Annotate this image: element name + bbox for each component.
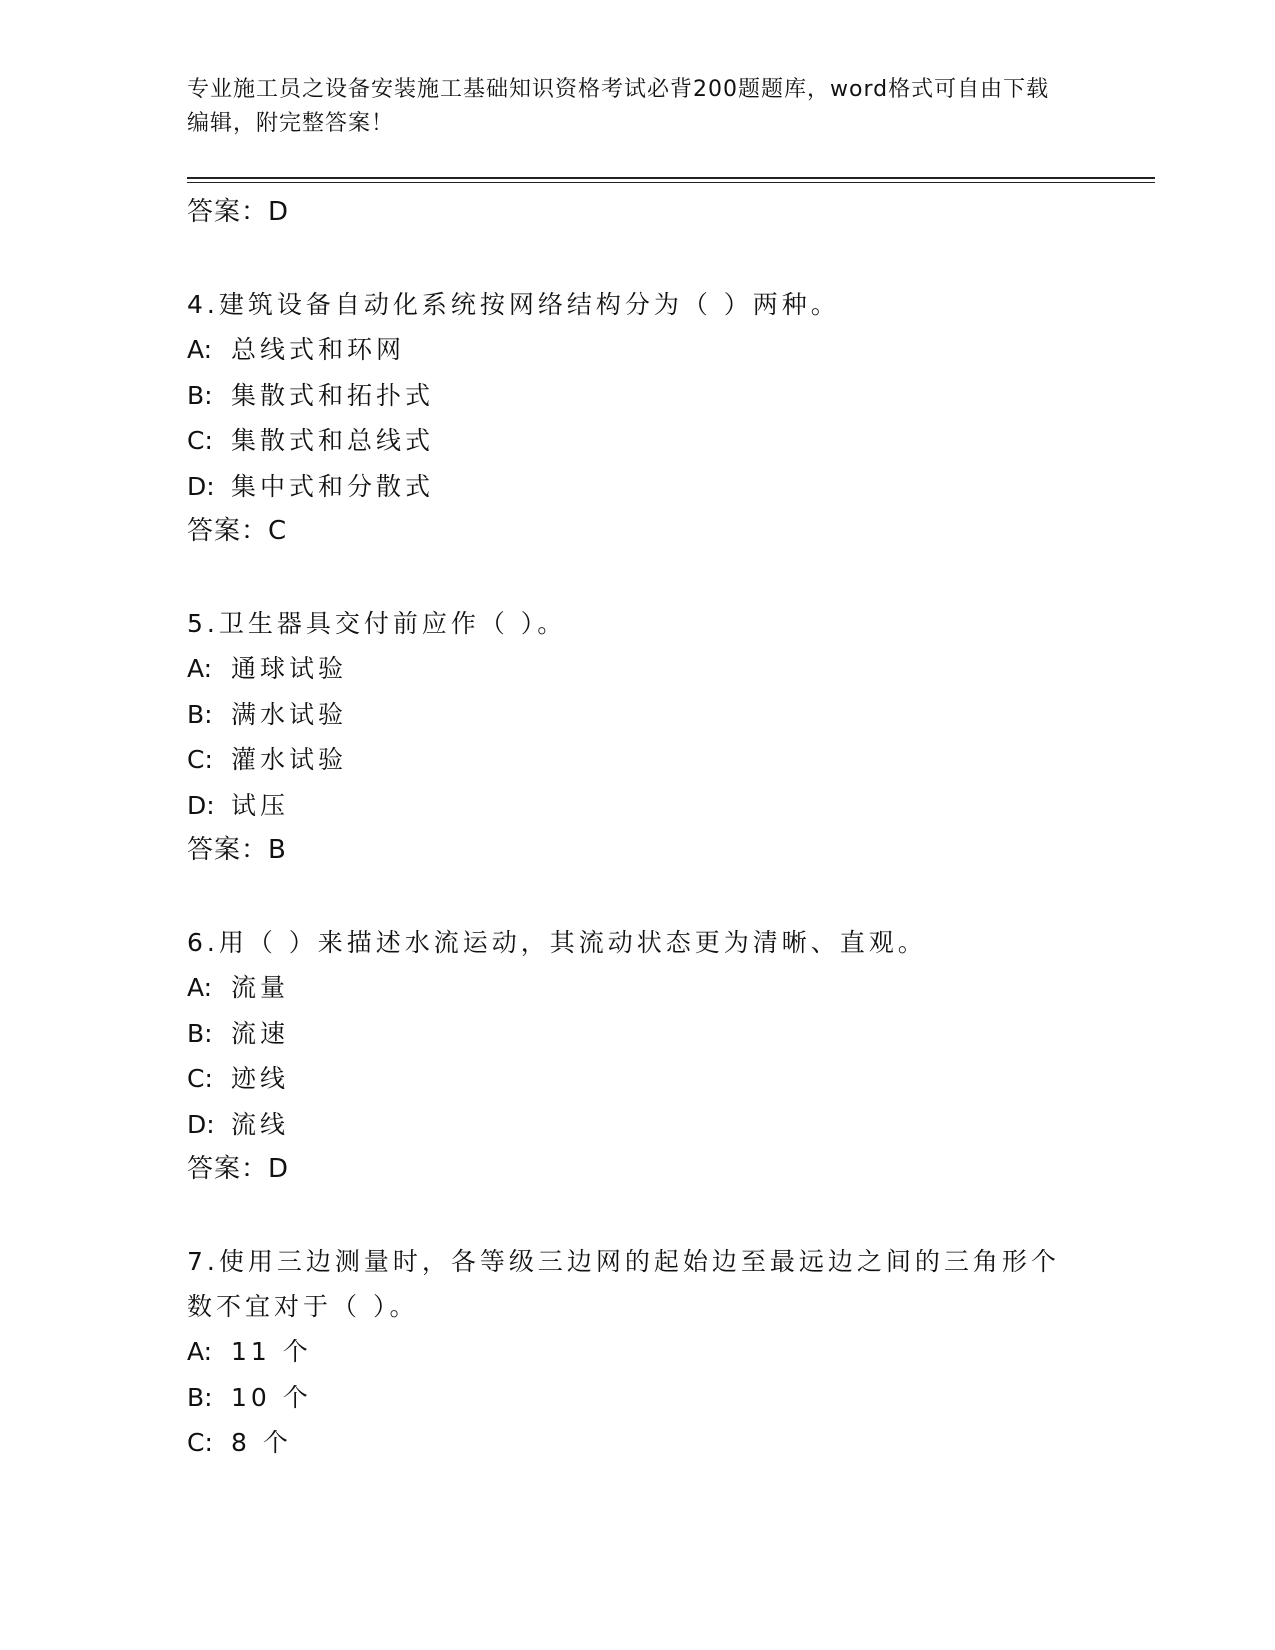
question-gap [187, 234, 1087, 282]
option-letter: B: [187, 699, 213, 729]
option-text: 通球试验 [231, 654, 348, 683]
question-stem: 5.卫生器具交付前应作（ ）。 [187, 609, 567, 638]
document-header-title: 专业施工员之设备安装施工基础知识资格考试必背200题题库，word格式可自由下载编辑，附完整答案！ [187, 77, 1050, 136]
option-a [187, 1329, 1087, 1375]
option-a [187, 327, 1087, 373]
option-letter: D: [187, 471, 215, 501]
question-gap [187, 1191, 1087, 1239]
question-block [187, 601, 1087, 872]
option-letter: B: [187, 380, 213, 410]
option-letter: C: [187, 426, 213, 455]
option-b [187, 373, 1087, 419]
option-c [187, 737, 1087, 783]
option-d [187, 1102, 1087, 1148]
question-block [187, 282, 1087, 553]
question-list [187, 190, 1087, 1466]
option-letter: A: [187, 335, 213, 364]
option-text: 集散式和总线式 [231, 426, 435, 455]
header-rule-thin [187, 182, 1155, 183]
option-c [187, 1420, 1087, 1466]
option-b [187, 1011, 1087, 1057]
option-text: 8 个 [231, 1428, 292, 1457]
option-letter: B: [187, 1018, 213, 1048]
option-letter: C: [187, 1064, 213, 1093]
option-text: 灌水试验 [231, 745, 348, 774]
question-block [187, 920, 1087, 1191]
option-text: 试压 [231, 790, 290, 820]
question-gap [187, 872, 1087, 920]
question-block [187, 1239, 1087, 1466]
question-stem: 7.使用三边测量时，各等级三边网的起始边至最远边之间的三角形个数不宜对于（ ）。 [187, 1247, 1060, 1321]
option-c [187, 1056, 1087, 1102]
question-stem: 4.建筑设备自动化系统按网络结构分为（ ）两种。 [187, 290, 840, 319]
option-text: 10 个 [231, 1382, 312, 1412]
option-letter: A: [187, 1337, 213, 1366]
header-rule-thick [187, 177, 1155, 179]
option-c [187, 418, 1087, 464]
option-b [187, 1375, 1087, 1421]
answer-line: 答案：D [187, 1154, 290, 1184]
option-letter: C: [187, 1428, 213, 1457]
answer-line: 答案：B [187, 835, 287, 865]
option-a [187, 965, 1087, 1011]
option-letter: C: [187, 745, 213, 774]
option-text: 流量 [231, 973, 290, 1002]
option-d [187, 464, 1087, 510]
option-a [187, 646, 1087, 692]
question-gap [187, 553, 1087, 601]
option-text: 11 个 [231, 1337, 312, 1366]
option-letter: A: [187, 654, 213, 683]
option-letter: B: [187, 1382, 213, 1412]
option-letter: D: [187, 790, 215, 820]
answer-line: 答案：D [187, 197, 290, 227]
option-text: 总线式和环网 [231, 335, 406, 364]
option-b [187, 692, 1087, 738]
answer-line: 答案：C [187, 516, 288, 546]
option-letter: A: [187, 973, 213, 1002]
option-text: 集中式和分散式 [231, 471, 435, 501]
question-stem: 6.用（ ）来描述水流运动，其流动状态更为清晰、直观。 [187, 928, 927, 957]
option-d [187, 783, 1087, 829]
option-text: 满水试验 [231, 699, 348, 729]
option-text: 流线 [231, 1109, 290, 1139]
option-letter: D: [187, 1109, 215, 1139]
option-text: 迹线 [231, 1064, 290, 1093]
option-text: 集散式和拓扑式 [231, 380, 435, 410]
option-text: 流速 [231, 1018, 290, 1048]
